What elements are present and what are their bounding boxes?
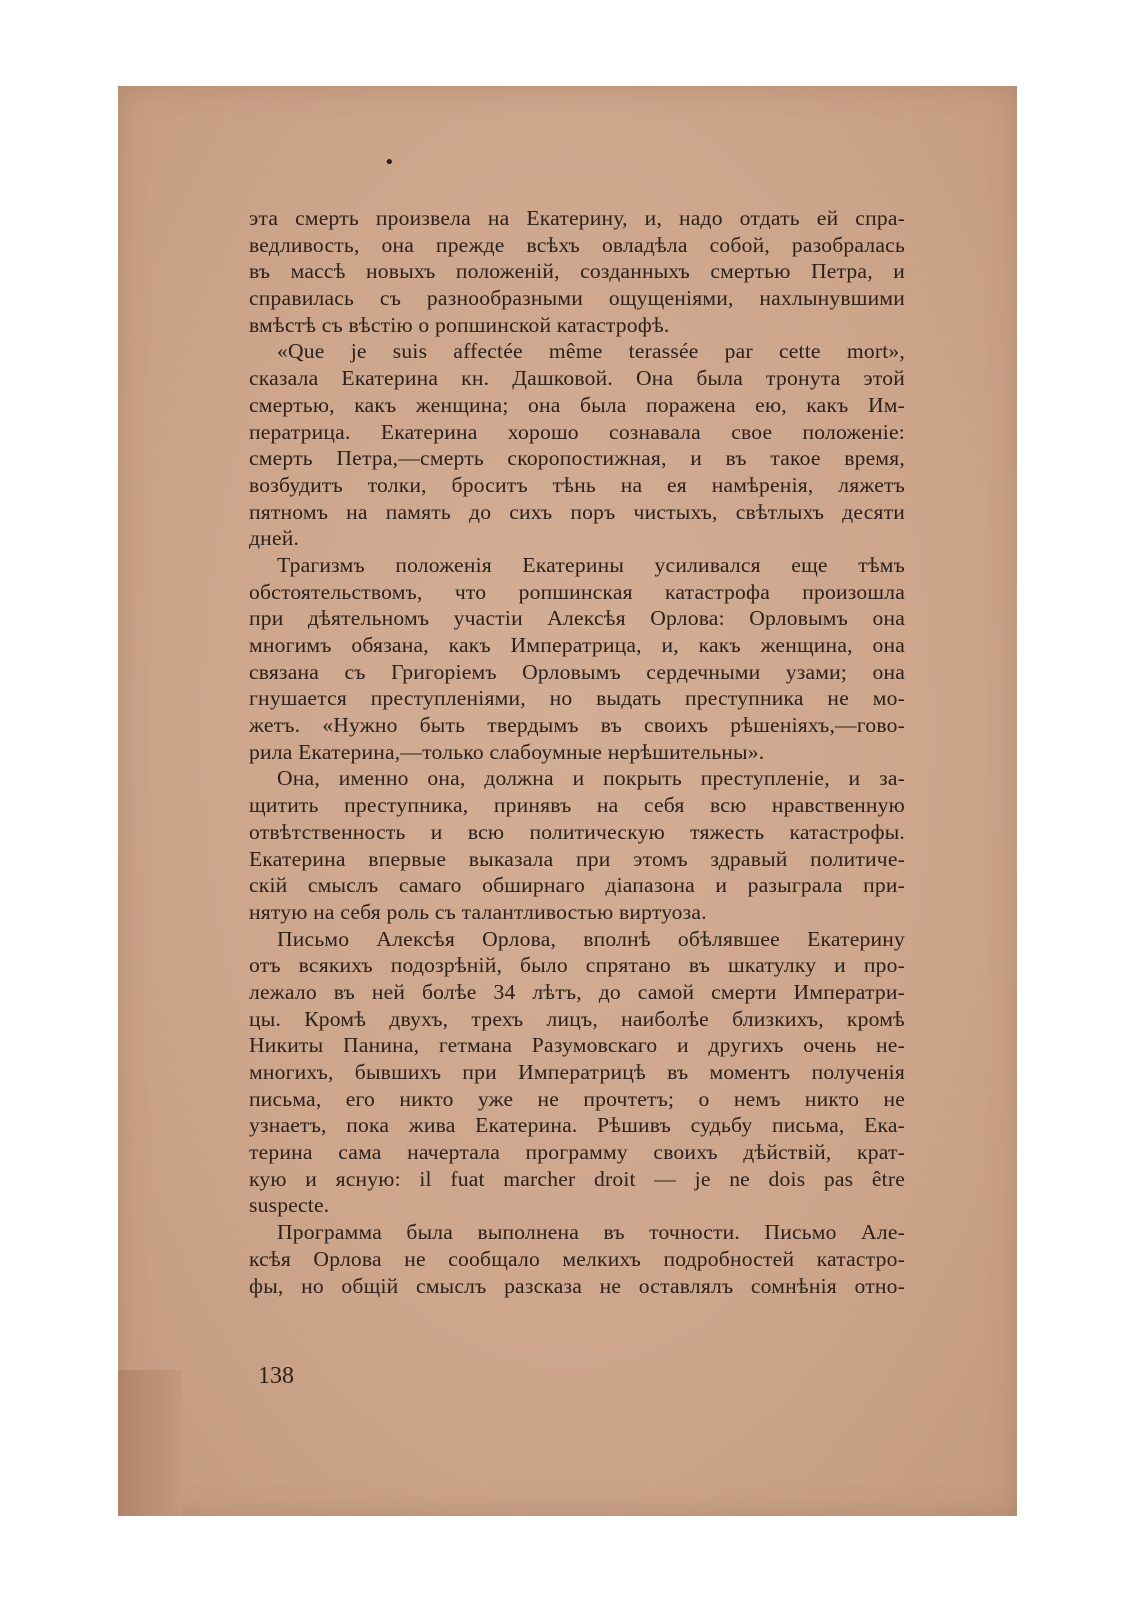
- text-line: Письмо Алексѣя Орлова, вполнѣ обѣлявшее Екатерину: [277, 926, 905, 951]
- text-line: ведливость, она прежде всѣхъ овладѣла собой, разобралась: [249, 232, 905, 257]
- text-line: терина сама начертала программу своихъ дѣйствій, крат-: [249, 1140, 905, 1165]
- text-line: связана съ Григоріемъ Орловымъ сердечными узами; она: [249, 659, 905, 684]
- text-line: отъ всякихъ подозрѣній, было спрятано въ шкатулку и про-: [249, 953, 905, 978]
- text-line: Никиты Панина, гетмана Разумовскаго и другихъ очень не-: [249, 1033, 905, 1058]
- text-line: Она, именно она, должна и покрыть преступленіе, и за-: [277, 766, 905, 791]
- text-line: Программа была выполнена въ точности. Письмо Але-: [277, 1220, 905, 1245]
- text-line: «Que je suis affectée même terassée par cette mort»,: [277, 339, 905, 364]
- text-line: въ массѣ новыхъ положеній, созданныхъ смертью Петра, и: [249, 259, 905, 284]
- ink-speck: •: [384, 152, 395, 173]
- text-line: нятую на себя роль съ талантливостью виртуоза.: [249, 899, 707, 924]
- text-line: эта смерть произвела на Екатерину, и, надо отдать ей спра-: [249, 206, 905, 230]
- body-text: [249, 205, 905, 1299]
- text-line: письма, его никто уже не прочтетъ; о немъ никто не: [249, 1086, 905, 1111]
- binding-shadow: [118, 1370, 182, 1516]
- text-line: цы. Кромѣ двухъ, трехъ лицъ, наиболѣе близкихъ, кромѣ: [249, 1006, 905, 1031]
- text-line: обстоятельствомъ, что ропшинская катастрофа произошла: [249, 579, 905, 604]
- text-line: многимъ обязана, какъ Императрица, и, какъ женщина, она: [249, 633, 905, 657]
- text-line: фы, но общій смыслъ разсказа не оставлялъ сомнѣнія отно-: [249, 1273, 905, 1298]
- text-line: вмѣстѣ съ вѣстію о ропшинской катастрофѣ.: [249, 312, 670, 337]
- text-line: жетъ. «Нужно быть твердымъ въ своихъ рѣшеніяхъ,—гово-: [249, 713, 905, 738]
- text-line: отвѣтственность и всю политическую тяжесть катастрофы.: [249, 819, 905, 844]
- text-line: кую и ясную: il fuat marcher droit — je ne dois pas être: [249, 1166, 905, 1191]
- text-line: смерть Петра,—смерть скоропостижная, и въ такое время,: [249, 446, 905, 471]
- text-line: дней.: [249, 526, 300, 551]
- text-line: гнушается преступленіями, но выдать преступника не мо-: [249, 686, 905, 711]
- text-line: пятномъ на память до сихъ поръ чистыхъ, свѣтлыхъ десяти: [249, 499, 905, 524]
- text-line: многихъ, бывшихъ при Императрицѣ въ моментъ полученія: [249, 1060, 905, 1084]
- text-line: ксѣя Орлова не сообщало мелкихъ подробностей катастро-: [249, 1246, 905, 1271]
- text-line: ператрица. Екатерина хорошо сознавала свое положеніе:: [249, 419, 905, 444]
- text-line: сказала Екатерина кн. Дашковой. Она была тронута этой: [249, 366, 905, 391]
- text-line: Екатерина впервые выказала при этомъ здравый политиче-: [249, 846, 905, 871]
- text-line: возбудитъ толки, броситъ тѣнь на ея намѣренія, ляжетъ: [249, 472, 905, 497]
- text-line: Трагизмъ положенія Екатерины усиливался еще тѣмъ: [277, 552, 905, 577]
- text-line: щитить преступника, принявъ на себя всю нравственную: [249, 793, 905, 818]
- text-line: скій смыслъ самаго обширнаго діапазона и разыграла при-: [249, 873, 905, 898]
- text-line: справилась съ разнообразными ощущеніями, нахлынувшими: [249, 286, 905, 311]
- text-line: рила Екатерина,—только слабоумные нерѣшительны».: [249, 739, 765, 764]
- text-line: узнаетъ, пока жива Екатерина. Рѣшивъ судьбу письма, Ека-: [249, 1113, 905, 1138]
- text-line: лежало въ ней болѣе 34 лѣтъ, до самой смерти Императри-: [249, 979, 905, 1004]
- text-line: смертью, какъ женщина; она была поражена ею, какъ Им-: [249, 392, 905, 417]
- text-line: при дѣятельномъ участіи Алексѣя Орлова: Орловымъ она: [249, 606, 905, 631]
- page-number: 138: [258, 1363, 294, 1389]
- text-line: suspecte.: [249, 1193, 330, 1218]
